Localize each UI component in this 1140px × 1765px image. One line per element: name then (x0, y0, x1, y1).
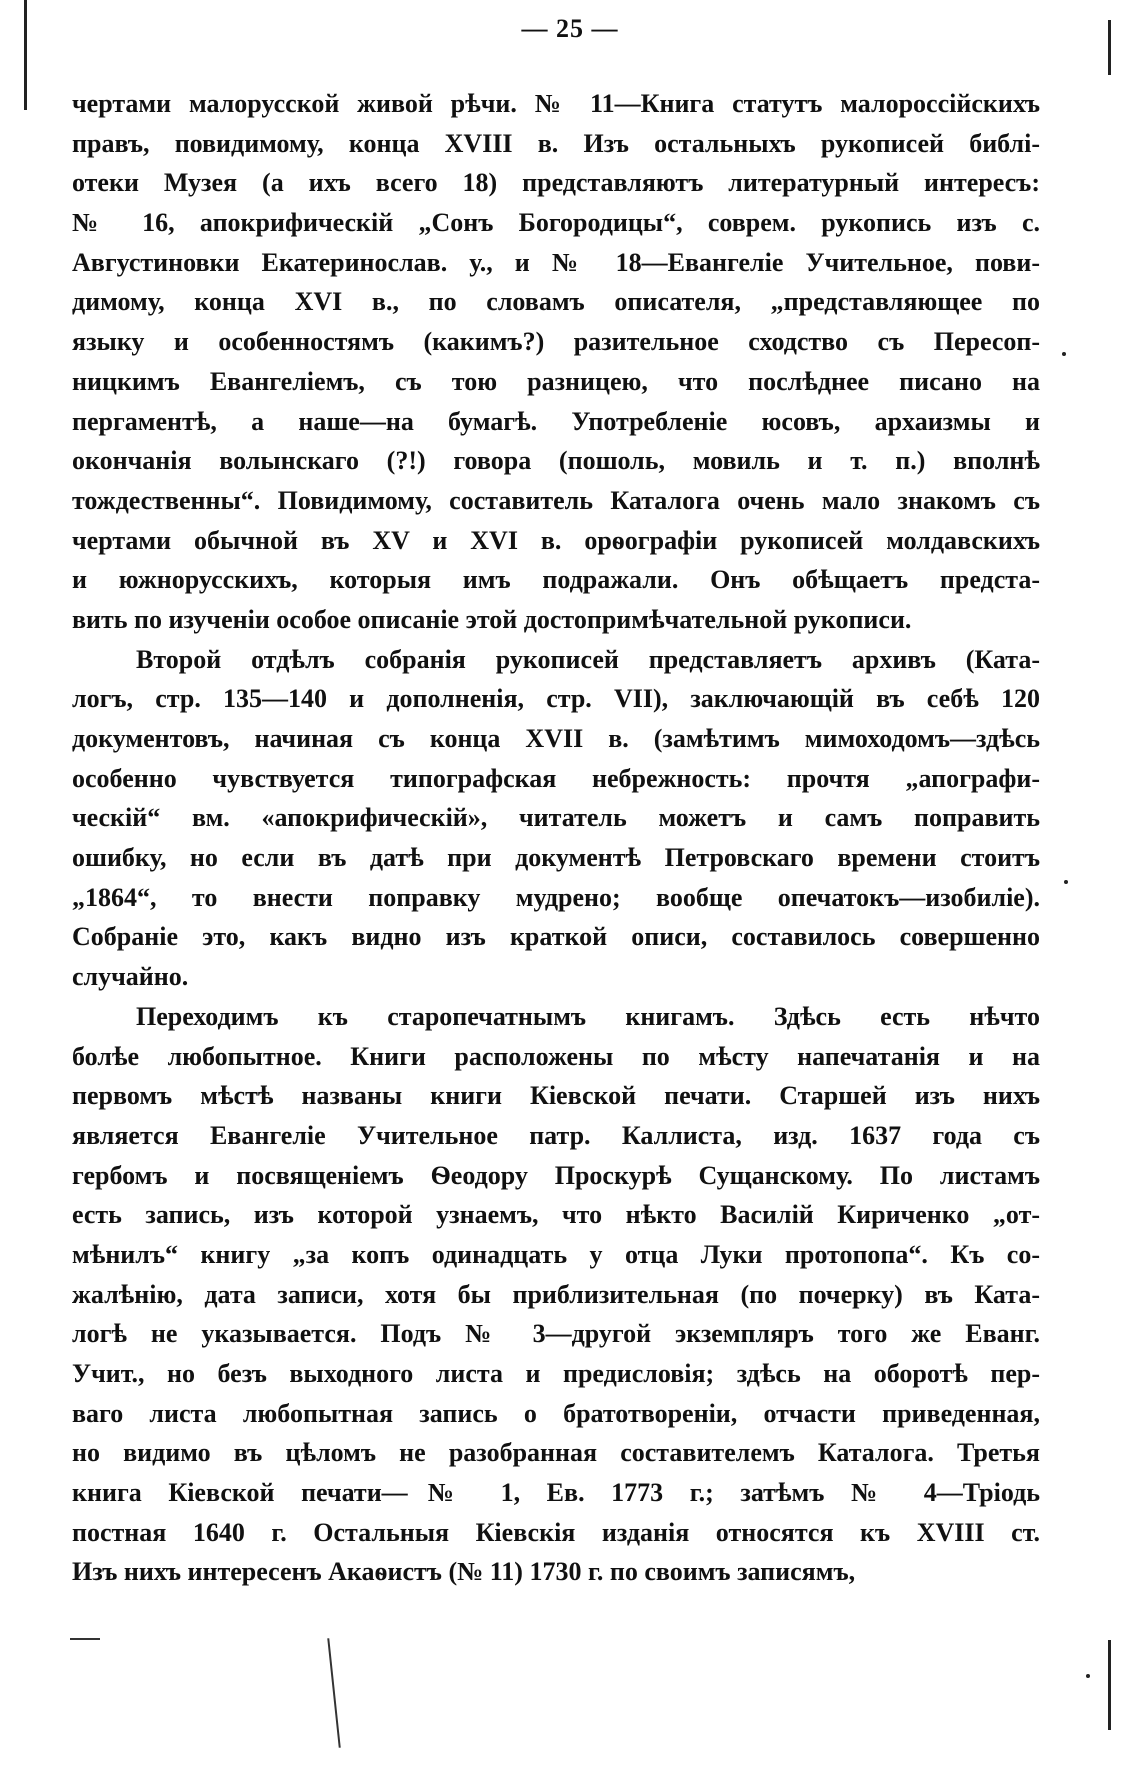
text-line: постная 1640 г. Остальныя Кіевскія изданія относятся къ XVIII ст. (72, 1517, 1040, 1547)
text-line: особенно чувствуется типографская небрежность: прочтя „апографи- (72, 763, 1040, 793)
text-line: языку и особенностямъ (какимъ?) разительное сходство съ Пересоп- (72, 327, 1040, 357)
text-line: случайно. (72, 962, 189, 992)
text-line: чертами малорусской живой рѣчи. № 11—Книга статутъ малороссійскихъ (72, 89, 1040, 118)
stray-ink-mark (70, 1638, 100, 1640)
margin-speck (1064, 880, 1068, 884)
text-line: есть запись, изъ которой узнаемъ, что нѣкто Василій Кириченко „от- (72, 1200, 1040, 1230)
text-line: ческій“ вм. «апокрифическій», читатель можетъ и самъ поправить (72, 803, 1040, 833)
text-line: вить по изученіи особое описаніе этой достопримѣчательной рукописи. (72, 604, 912, 634)
scan-right-edge-bottom (1108, 1640, 1111, 1730)
text-line: окончанія волынскаго (?!) говора (пошоль, мовиль и т. п.) вполнѣ (72, 446, 1040, 476)
text-line: „1864“, то внести поправку мудрено; вообще опечатокъ—изобиліе). (72, 882, 1040, 912)
text-line: Августиновки Екатеринослав. у., и № 18—Евангеліе Учительное, пови- (72, 247, 1040, 277)
text-line: чертами обычной въ XV и XVI в. орѳографіи рукописей молдавскихъ (72, 525, 1040, 555)
text-line: но видимо въ цѣломъ не разобранная составителемъ Каталога. Третья (72, 1438, 1040, 1468)
text-line: первомъ мѣстѣ названы книги Кіевской печати. Старшей изъ нихъ (72, 1081, 1040, 1111)
text-line: тождественны“. Повидимому, составитель Каталога очень мало знакомъ съ (72, 485, 1040, 515)
text-line: ваго листа любопытная запись о братотвореніи, отчасти приведенная, (72, 1398, 1040, 1428)
margin-speck (1062, 352, 1066, 356)
margin-speck (1086, 1674, 1090, 1678)
text-line: болѣе любопытное. Книги расположены по мѣсту напечатанія и на (72, 1041, 1040, 1071)
text-line: отеки Музея (а ихъ всего 18) представляютъ литературный интересъ: (72, 168, 1040, 198)
text-line: Учит., но безъ выходного листа и предисловія; здѣсь на оборотѣ пер- (72, 1359, 1040, 1388)
page-number: — 25 — (521, 14, 619, 43)
stray-ink-mark (327, 1638, 340, 1748)
text-line: димому, конца XVI в., по словамъ описателя, „представляющее по (72, 287, 1040, 317)
text-line: правъ, повидимому, конца XVIII в. Изъ остальныхъ рукописей библі- (72, 128, 1040, 158)
text-line: гербомъ и посвященіемъ Ѳеодору Проскурѣ Сущанскому. По листамъ (72, 1160, 1040, 1190)
text-line: логѣ не указывается. Подъ № 3—другой экземпляръ того же Еванг. (72, 1319, 1040, 1349)
text-line: ницкимъ Евангеліемъ, съ тою разницею, что послѣднее писано на (72, 366, 1040, 396)
text-line: документовъ, начиная съ конца XVII в. (замѣтимъ мимоходомъ—здѣсь (72, 724, 1040, 753)
text-line: Переходимъ къ старопечатнымъ книгамъ. Здѣсь есть нѣчто (136, 1001, 1040, 1031)
text-line: является Евангеліе Учительное патр. Каллиста, изд. 1637 года съ (72, 1120, 1040, 1150)
text-line: № 16, апокрифическій „Сонъ Богородицы“, соврем. рукопись изъ с. (72, 208, 1040, 238)
text-line: книга Кіевской печати—№ 1, Ев. 1773 г.; затѣмъ № 4—Тріодь (72, 1478, 1040, 1508)
text-line: Собраніе это, какъ видно изъ краткой описи, составилось совершенно (72, 922, 1040, 952)
text-line: мѣнилъ“ книгу „за копъ одинадцать у отца Луки протопопа“. Къ со- (72, 1239, 1040, 1269)
text-line: и южнорусскихъ, которыя имъ подражали. Онъ обѣщаетъ предста- (72, 565, 1040, 595)
text-line: Изъ нихъ интересенъ Акаѳистъ (№ 11) 1730 г. по своимъ записямъ, (72, 1557, 856, 1587)
text-line: Второй отдѣлъ собранія рукописей представляетъ архивъ (Ката- (136, 644, 1040, 674)
body-text (72, 84, 1040, 1592)
text-line: пергаментѣ, а наше—на бумагѣ. Употребленіе юсовъ, архаизмы и (72, 406, 1040, 436)
text-line: жалѣнію, дата записи, хотя бы приблизительная (по почерку) въ Ката- (72, 1279, 1040, 1309)
text-line: логъ, стр. 135—140 и дополненія, стр. VII), заключающій въ себѣ 120 (72, 684, 1040, 714)
text-line: ошибку, но если въ датѣ при документѣ Петровскаго времени стоитъ (72, 843, 1040, 873)
